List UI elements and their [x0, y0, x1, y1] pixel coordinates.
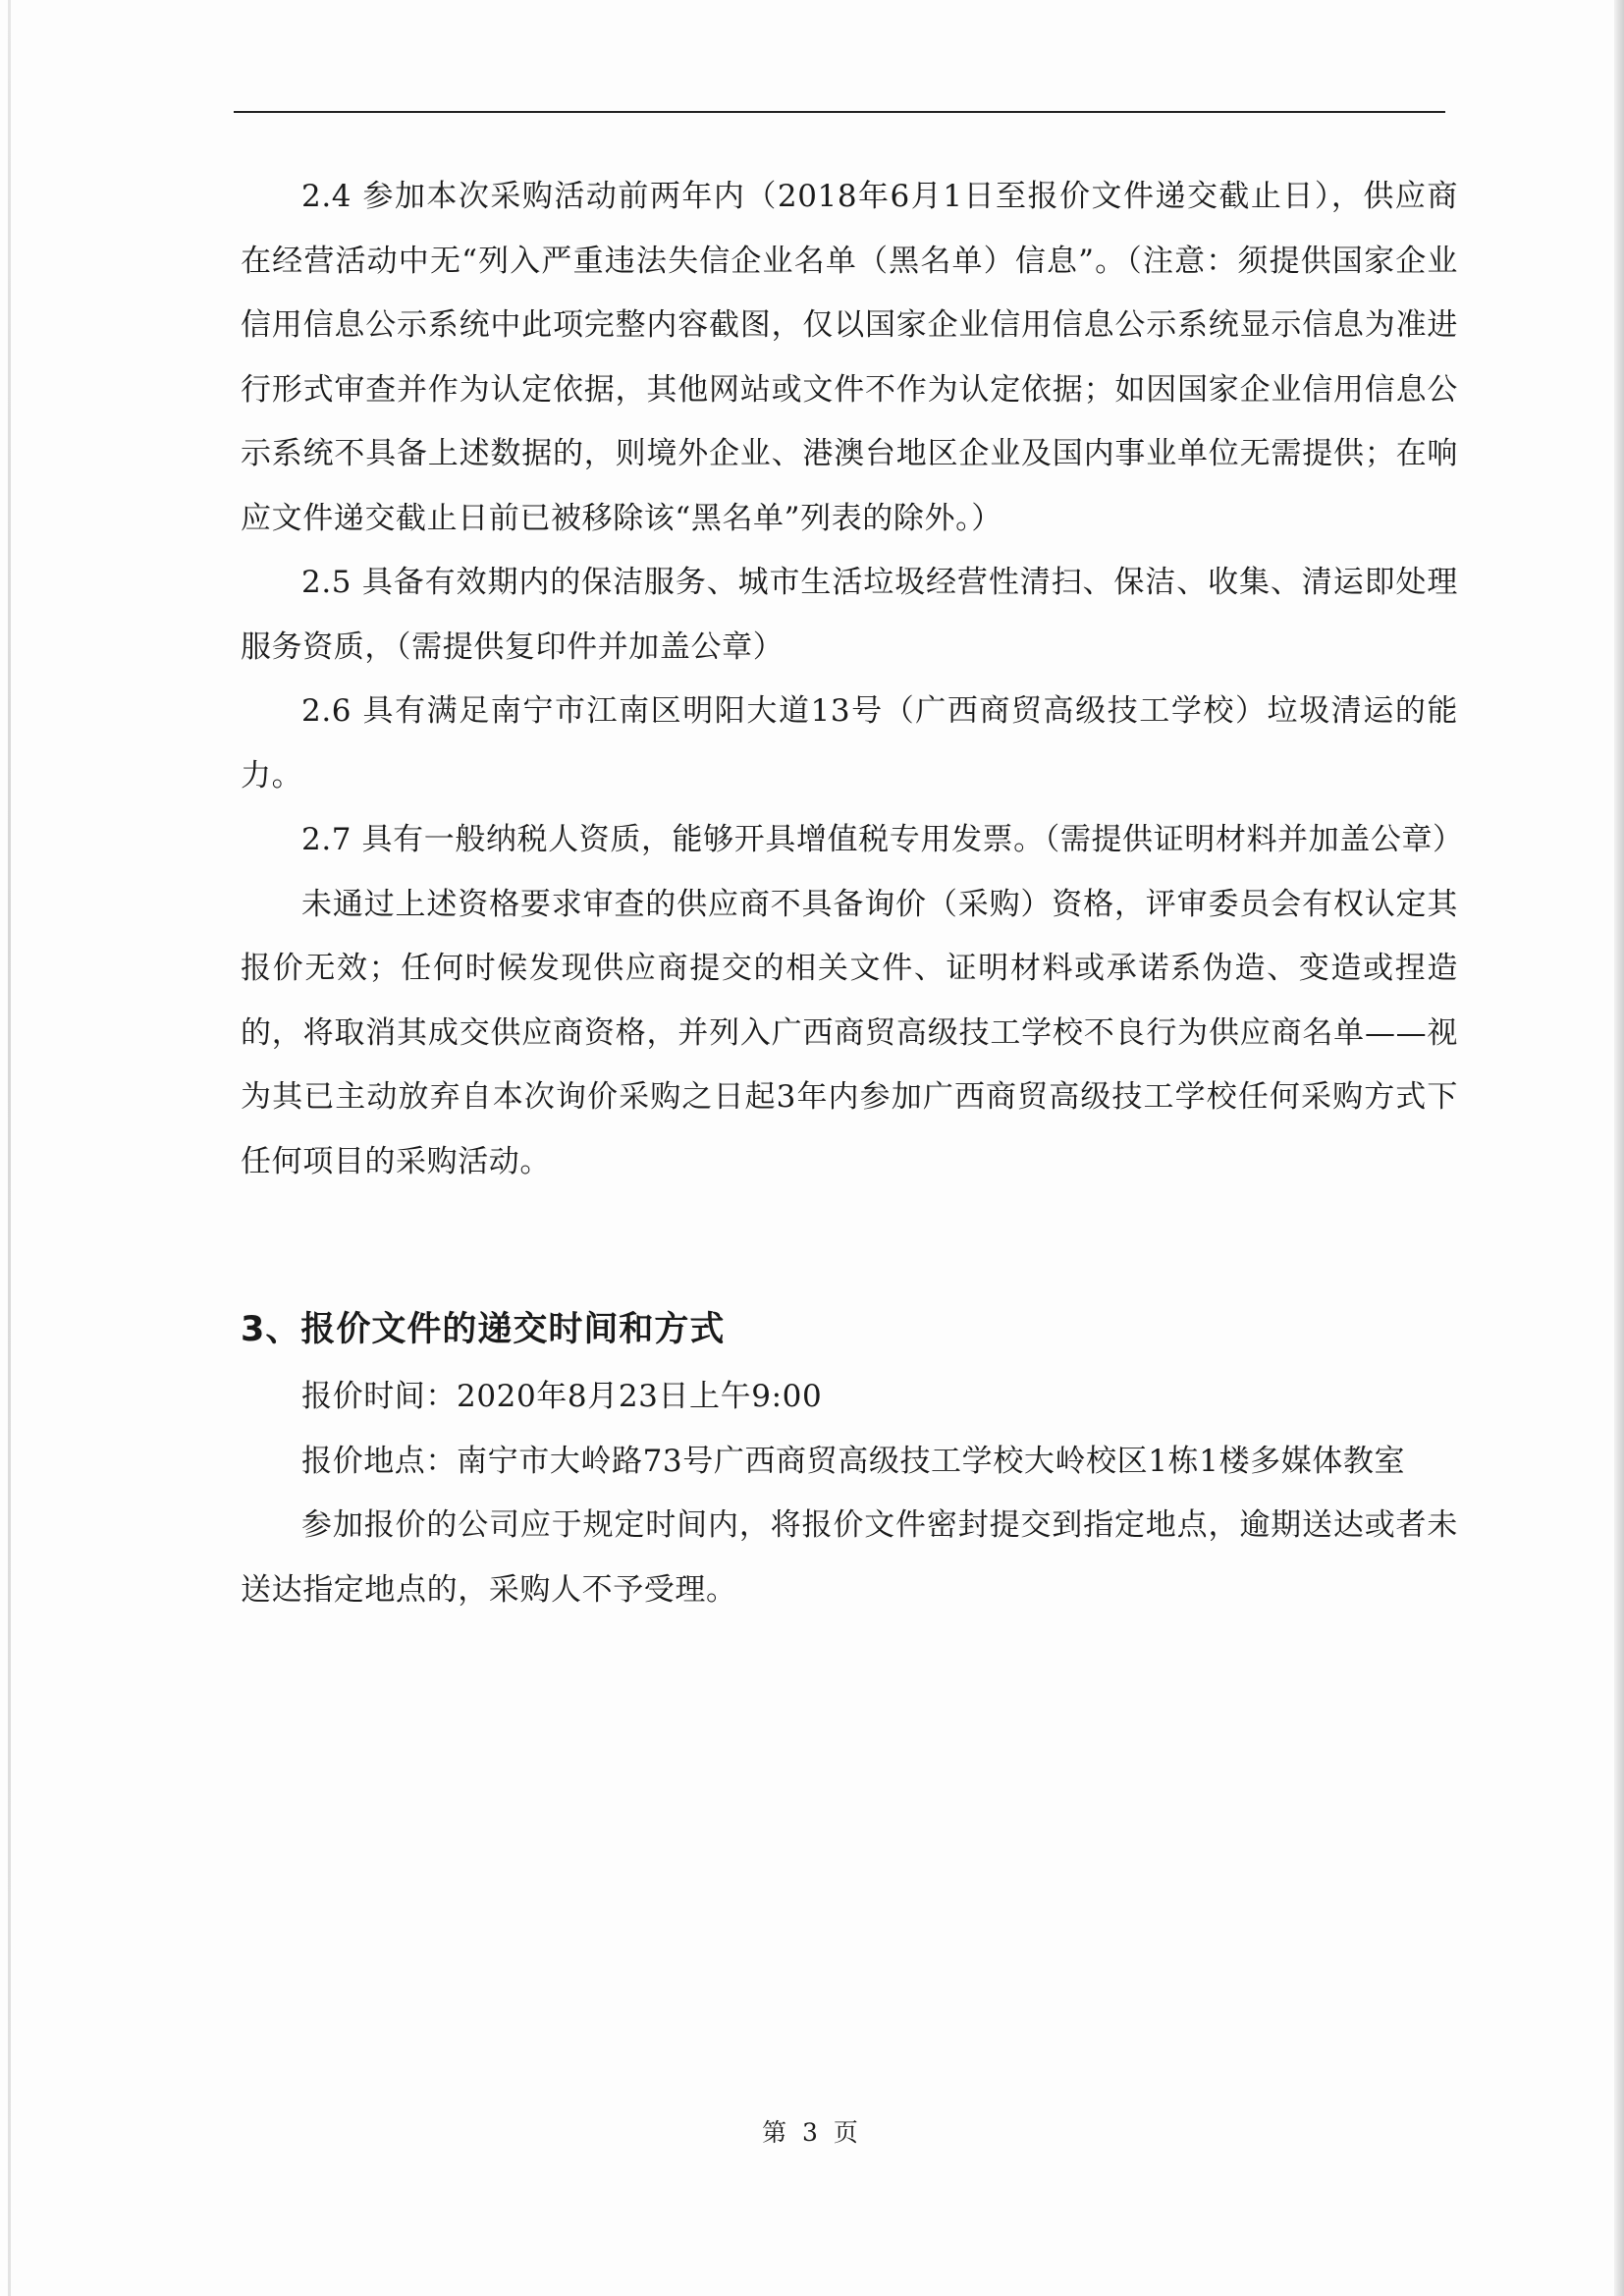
page-content	[241, 165, 1464, 1622]
paragraph-2-7: 2.7 具有一般纳税人资质，能够开具增值税专用发票。（需提供证明材料并加盖公章）	[301, 822, 1464, 857]
quote-location: 报价地点：南宁市大岭路73号广西商贸高级技工学校大岭校区1栋1楼多媒体教室	[301, 1443, 1406, 1479]
quote-time: 报价时间：2020年8月23日上午9:00	[301, 1379, 823, 1414]
section-3-heading: 3、报价文件的递交时间和方式	[241, 1310, 726, 1349]
header-rule	[234, 111, 1445, 113]
submission-rules: 参加报价的公司应于规定时间内，将报价文件密封提交到指定地点，逾期送达或者未送达指定地点的，采购人不予受理。	[241, 1507, 1458, 1608]
scan-edge-left	[8, 0, 11, 2296]
scan-edge-right	[1614, 0, 1624, 2296]
paragraph-disqualification-note: 未通过上述资格要求审查的供应商不具备询价（采购）资格，评审委员会有权认定其报价无效；任何时候发现供应商提交的相关文件、证明材料或承诺系伪造、变造或捏造的，将取消其成交供应商资格，并列入广西商贸高级技工学校不良行为供应商名单——视为其已主动放弃自本次询价采购之日起3年内参加广西商贸高级技工学校任何采购方式下任何项目的采购活动。	[241, 886, 1458, 1179]
paragraph-2-5: 2.5 具备有效期内的保洁服务、城市生活垃圾经营性清扫、保洁、收集、清运即处理服务资质，（需提供复印件并加盖公章）	[241, 565, 1458, 665]
page-number: 第 3 页	[762, 2118, 862, 2147]
paragraph-2-6: 2.6 具有满足南宁市江南区明阳大道13号（广西商贸高级技工学校）垃圾清运的能力。	[241, 693, 1458, 793]
paragraph-2-4: 2.4 参加本次采购活动前两年内（2018年6月1日至报价文件递交截止日），供应商在经营活动中无“列入严重违法失信企业名单（黑名单）信息”。（注意：须提供国家企业信用信息公示系统中此项完整内容截图，仅以国家企业信用信息公示系统显示信息为准进行形式审查并作为认定依据，其他网站或文件不作为认定依据；如因国家企业信用信息公示系统不具备上述数据的，则境外企业、港澳台地区企业及国内事业单位无需提供；在响应文件递交截止日前已被移除该“黑名单”列表的除外。）	[241, 179, 1458, 536]
